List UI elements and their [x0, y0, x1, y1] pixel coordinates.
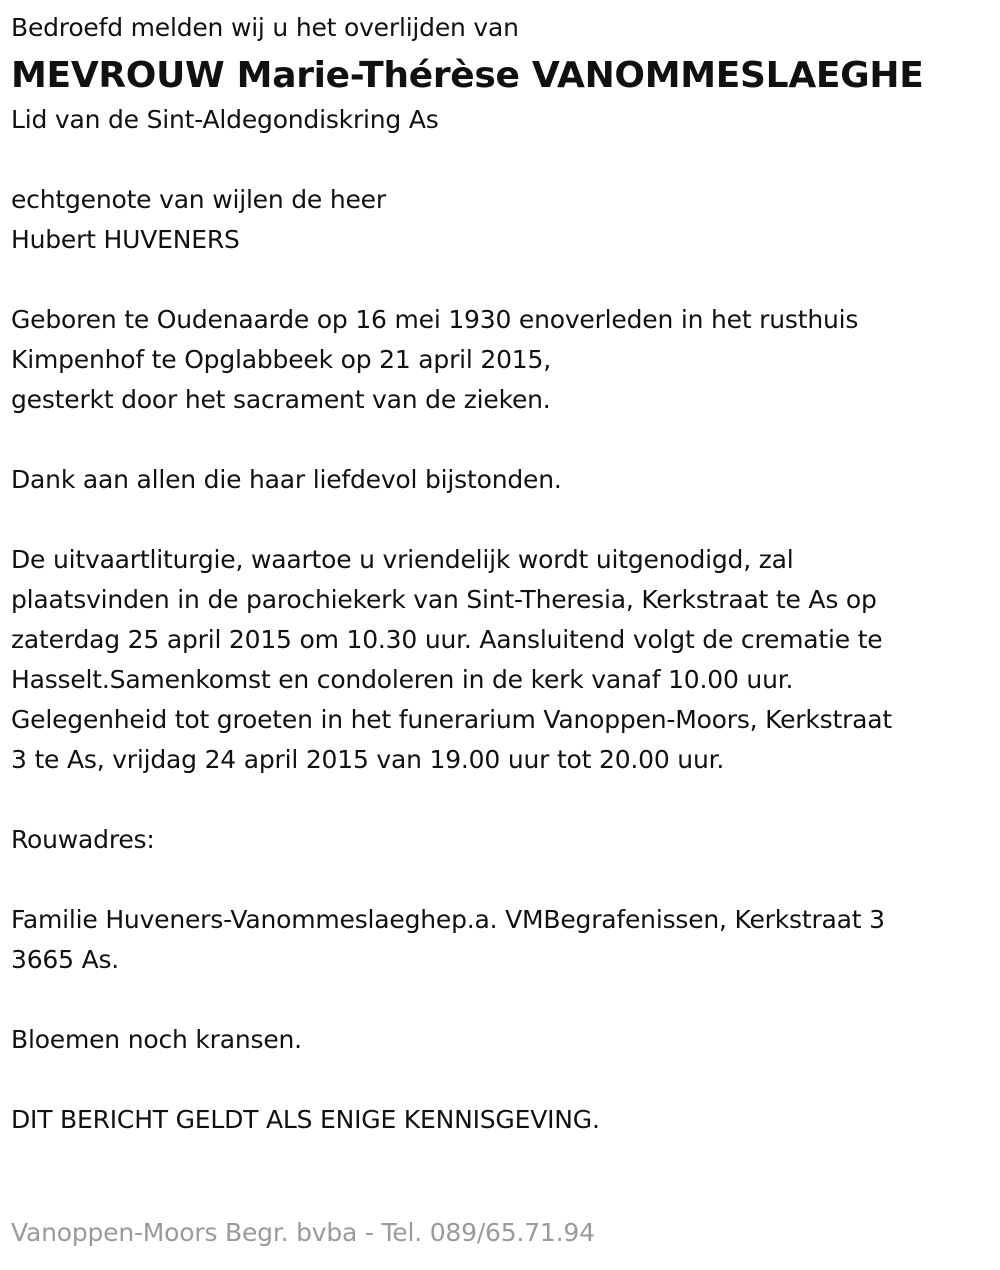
spacer [11, 980, 989, 1020]
funeral-line-3: zaterdag 25 april 2015 om 10.30 uur. Aansluitend volgt de crematie te [11, 625, 883, 654]
funeral-line-6: 3 te As, vrijdag 24 april 2015 van 19.00 uur tot 20.00 uur. [11, 745, 725, 774]
spouse-line-2: Hubert HUVENERS [11, 225, 240, 254]
spacer [11, 500, 989, 540]
intro-text: Bedroefd melden wij u het overlijden van [11, 13, 519, 42]
funeral-line-4: Hasselt.Samenkomst en condoleren in de kerk vanaf 10.00 uur. [11, 665, 794, 694]
birth-death-line-3: gesterkt door het sacrament van de zieken. [11, 385, 551, 414]
notice-text: DIT BERICHT GELDT ALS ENIGE KENNISGEVING. [11, 1105, 600, 1134]
funeral-line-1: De uitvaartliturgie, waartoe u vriendelijk wordt uitgenodigd, zal [11, 545, 794, 574]
spacer [11, 1060, 989, 1100]
funeral-line-5: Gelegenheid tot groeten in het funerarium Vanoppen-Moors, Kerkstraat [11, 705, 893, 734]
spacer [11, 780, 989, 820]
spacer [11, 260, 989, 300]
membership-text: Lid van de Sint-Aldegondiskring As [11, 105, 439, 134]
funeral-line-2: plaatsvinden in de parochiekerk van Sint-Theresia, Kerkstraat te As op [11, 585, 877, 614]
spacer [11, 140, 989, 180]
spacer [11, 420, 989, 460]
spacer [11, 860, 989, 900]
mourning-address-line-1: Familie Huveners-Vanommeslaeghep.a. VMBegrafenissen, Kerkstraat 3 [11, 905, 885, 934]
spouse-line-1: echtgenote van wijlen de heer [11, 185, 386, 214]
funeral-home-footer: Vanoppen-Moors Begr. bvba - Tel. 089/65.71.94 [11, 1218, 595, 1247]
deceased-name: MEVROUW Marie-Thérèse VANOMMESLAEGHE [11, 55, 924, 96]
mourning-address-line-2: 3665 As. [11, 945, 120, 974]
birth-death-line-2: Kimpenhof te Opglabbeek op 21 april 2015, [11, 345, 551, 374]
birth-death-line-1: Geboren te Oudenaarde op 16 mei 1930 enoverleden in het rusthuis [11, 305, 859, 334]
mourning-address-label: Rouwadres: [11, 825, 155, 854]
flowers-text: Bloemen noch kransen. [11, 1025, 302, 1054]
thanks-text: Dank aan allen die haar liefdevol bijstonden. [11, 465, 562, 494]
